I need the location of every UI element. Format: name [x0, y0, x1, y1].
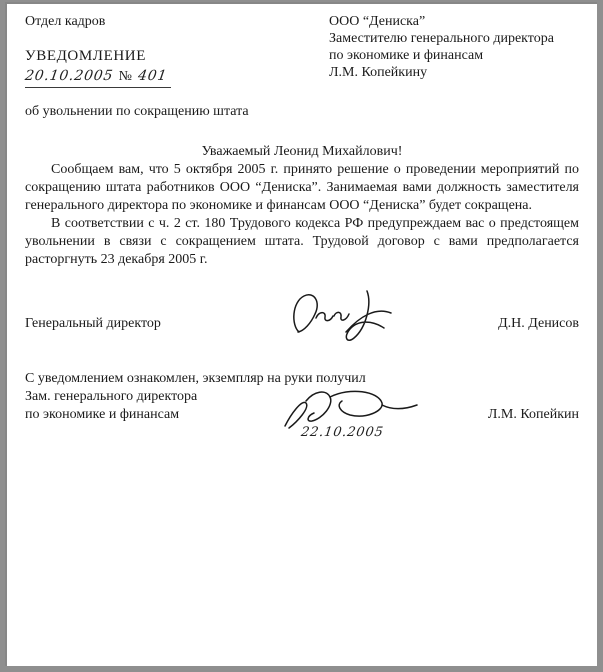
document-title: УВЕДОМЛЕНИЕ — [25, 48, 146, 64]
acknowledgment-block — [25, 370, 579, 442]
addressee-name: Л.М. Копейкину — [329, 65, 428, 80]
body-paragraph-2: В соответствии с ч. 2 ст. 180 Трудового кодекса РФ предупреждаем вас о предстоящем увольнении в связи с сокращением штата. Трудовой договор с вами предполагается расторгнуть 23 декабря 2005 г. — [25, 216, 579, 267]
director-title: Генеральный директор — [25, 316, 161, 331]
document-number-line — [25, 67, 171, 88]
body-text — [25, 161, 579, 269]
acknowledgment-line2: Зам. генерального директора — [25, 389, 198, 404]
addressee-company: ООО “Дениска” — [329, 14, 426, 29]
director-signature-image — [283, 287, 395, 343]
number-sign: № — [118, 69, 133, 84]
acknowledgment-line1: С уведомлением ознакомлен, экземпляр на руки получил — [25, 371, 366, 386]
header-left-block — [25, 13, 325, 88]
department-label: Отдел кадров — [25, 14, 106, 29]
addressee-position-line1: Заместителю генерального директора — [329, 31, 554, 46]
addressee-position-line2: по экономике и финансам — [329, 48, 484, 63]
document-content — [5, 2, 597, 442]
acknowledgment-date: 22.10.2005 — [300, 425, 385, 440]
acknowledgment-line3: по экономике и финансам — [25, 407, 180, 422]
document-number: 401 — [136, 68, 168, 84]
employee-name: Л.М. Копейкин — [487, 407, 579, 422]
salutation: Уважаемый Леонид Михайлович! — [201, 144, 403, 159]
subject-line: об увольнении по сокращению штата — [25, 104, 249, 119]
employee-signature-row — [25, 406, 579, 424]
director-name: Д.Н. Денисов — [498, 316, 579, 331]
document-date: 20.10.2005 — [23, 68, 115, 84]
body-paragraph-1: Сообщаем вам, что 5 октября 2005 г. принято решение о проведении мероприятий по сокращению штата работников ООО “Дениска”. Занимаемая вами должность заместителя генерального директора по экономике и финансам ООО “Дениска” будет сокращена. — [25, 162, 579, 213]
director-signature-row — [25, 315, 579, 333]
document-header — [25, 13, 579, 88]
addressee-block — [329, 13, 579, 81]
